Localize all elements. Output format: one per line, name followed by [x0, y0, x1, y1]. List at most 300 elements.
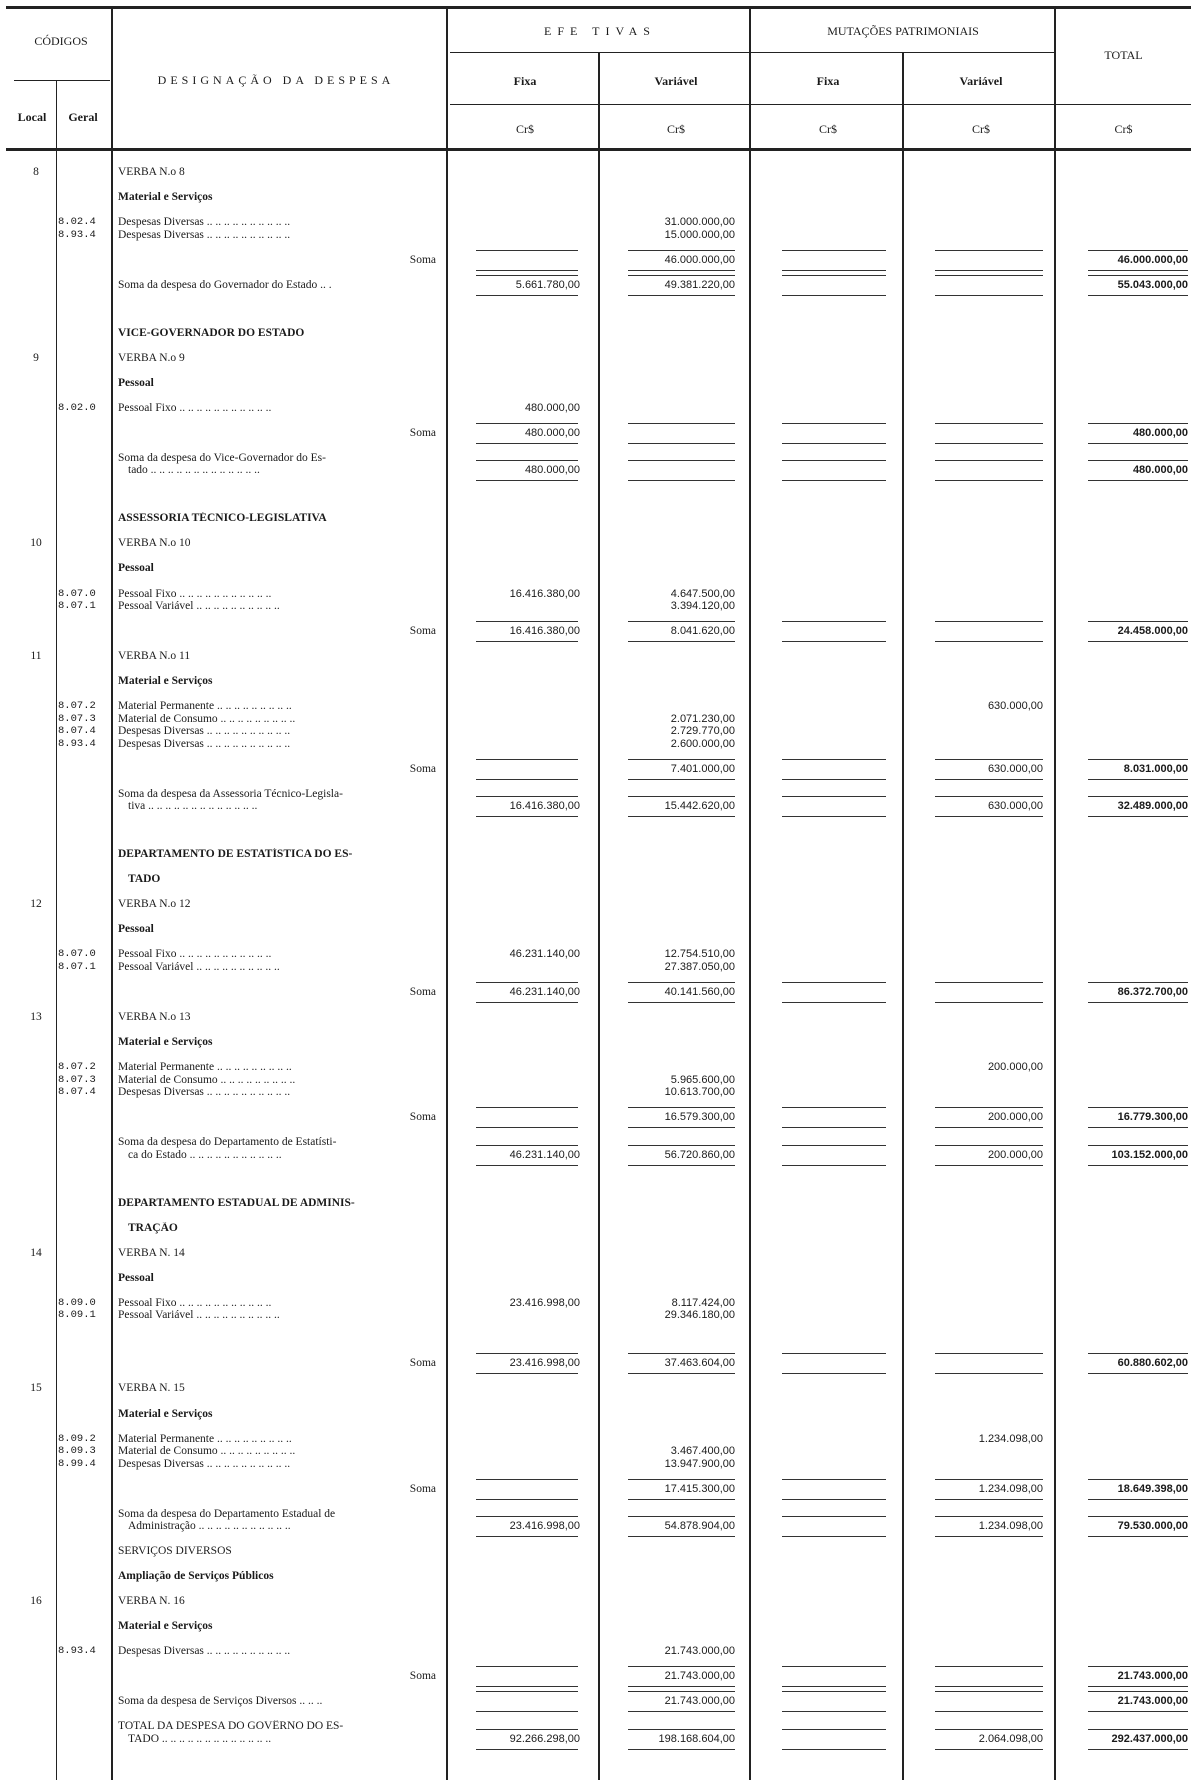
- sum-rule: [1088, 1107, 1188, 1108]
- designation: Material de Consumo .. .. .. .. .. .. .. .. ..: [118, 1073, 296, 1086]
- sum-rule: [628, 295, 735, 296]
- value-tot: 16.779.300,00: [1117, 1111, 1188, 1124]
- sum-rule: [782, 1479, 886, 1480]
- sum-rule: [782, 796, 886, 797]
- table-row: [0, 1458, 1191, 1470]
- sum-rule: [476, 250, 578, 251]
- currency-efetivas-variavel: Cr$: [667, 122, 685, 136]
- sum-rule: [1088, 1536, 1188, 1537]
- sum-rule: [628, 250, 735, 251]
- sum-rule: [628, 1711, 735, 1712]
- value-mv: 2.064.098,00: [978, 1733, 1043, 1745]
- sum-rule: [628, 270, 735, 271]
- value-ev: 40.141.560,00: [664, 986, 735, 998]
- subheader-rule: [450, 52, 1056, 53]
- designation: Material e Serviços: [118, 191, 213, 203]
- sum-rule: [1088, 1002, 1188, 1003]
- sum-rule: [1088, 621, 1188, 622]
- sum-rule: [628, 1516, 735, 1517]
- code-geral: 8.07.0: [58, 948, 96, 961]
- header-codigos: CÓDIGOS: [34, 34, 88, 48]
- sum-rule: [782, 1145, 886, 1146]
- value-ev: 2.071.230,00: [670, 712, 735, 725]
- sum-rule: [628, 759, 735, 760]
- code-local: 10: [30, 537, 42, 550]
- value-tot: 18.649.398,00: [1117, 1482, 1188, 1495]
- sum-rule: [935, 1516, 1043, 1517]
- sum-rule: [1088, 1516, 1188, 1517]
- heading-row: [0, 873, 1191, 885]
- sum-rule: [935, 1353, 1043, 1354]
- sum-rule: [1088, 460, 1188, 461]
- code-local: 14: [30, 1246, 42, 1259]
- code-geral: 8.07.1: [58, 961, 96, 973]
- code-local: 16: [30, 1595, 42, 1608]
- value-ef: 46.231.140,00: [509, 1148, 580, 1161]
- designation: Despesas Diversas .. .. .. .. .. .. .. .. .. ..: [118, 737, 291, 750]
- sum-rule: [1088, 1373, 1188, 1374]
- table-row: [0, 464, 1191, 476]
- designation: Pessoal Fixo .. .. .. .. .. .. .. .. .. .. ..: [118, 948, 272, 961]
- designation: Material e Serviços: [118, 1620, 213, 1633]
- sum-rule: [628, 1107, 735, 1108]
- heading-row: [0, 1382, 1191, 1394]
- value-mv: 200.000,00: [987, 1111, 1043, 1124]
- sum-rule: [935, 480, 1043, 481]
- value-ev: 37.463.604,00: [664, 1357, 735, 1370]
- sum-rule: [782, 1165, 886, 1166]
- soma-row: [0, 427, 1191, 439]
- designation: VERBA N.o 8: [118, 166, 185, 178]
- value-ef: 16.416.380,00: [509, 625, 580, 637]
- value-ev: 2.600.000,00: [670, 737, 735, 750]
- designation: Material Permanente .. .. .. .. .. .. .. .. ..: [118, 700, 292, 713]
- soma-label: Soma: [409, 986, 436, 998]
- heading-row: [0, 1222, 1191, 1234]
- heading-row: [0, 1545, 1191, 1557]
- sum-rule: [476, 1729, 578, 1730]
- designation: VICE-GOVERNADOR DO ESTADO: [118, 326, 305, 339]
- designation: Pessoal Fixo .. .. .. .. .. .. .. .. .. .. ..: [118, 401, 272, 414]
- sum-rule: [935, 1373, 1043, 1374]
- header-mutacoes-variavel: Variável: [959, 74, 1003, 88]
- heading-row: [0, 1570, 1191, 1582]
- sum-rule: [782, 641, 886, 642]
- heading-row: [0, 848, 1191, 860]
- sum-rule: [1088, 1479, 1188, 1480]
- designation: Despesas Diversas .. .. .. .. .. .. .. .. .. ..: [118, 1457, 291, 1470]
- sum-rule: [782, 270, 886, 271]
- sum-rule: [935, 443, 1043, 444]
- sum-rule: [476, 796, 578, 797]
- sum-rule: [476, 270, 578, 271]
- designation: Soma da despesa do Vice-Governador do Es-: [118, 451, 326, 464]
- sum-rule: [628, 796, 735, 797]
- sum-rule: [1088, 275, 1188, 276]
- sum-rule: [1088, 1686, 1188, 1687]
- table-row: [0, 1695, 1191, 1707]
- soma-row: [0, 763, 1191, 775]
- code-geral: 8.07.4: [58, 1086, 96, 1099]
- sum-rule: [1088, 641, 1188, 642]
- sum-rule: [476, 1479, 578, 1480]
- value-ev: 27.387.050,00: [664, 961, 735, 973]
- sum-rule: [1088, 1145, 1188, 1146]
- code-geral: 8.07.4: [58, 725, 96, 738]
- heading-row: [0, 512, 1191, 524]
- heading-row: [0, 327, 1191, 339]
- table-row: [0, 588, 1191, 600]
- designation: VERBA N. 14: [118, 1246, 185, 1259]
- sum-rule: [935, 621, 1043, 622]
- table-row: [0, 700, 1191, 712]
- designation: Material Permanente .. .. .. .. .. .. .. .. ..: [118, 1432, 292, 1445]
- designation: Despesas Diversas .. .. .. .. .. .. .. .. .. ..: [118, 1645, 291, 1658]
- sum-rule: [935, 779, 1043, 780]
- value-mv: 1.234.098,00: [978, 1482, 1043, 1495]
- sum-rule: [476, 1165, 578, 1166]
- code-geral: 8.07.2: [58, 1061, 96, 1074]
- value-ev: 21.743.000,00: [664, 1670, 735, 1683]
- sum-rule: [935, 982, 1043, 983]
- sum-rule: [782, 1499, 886, 1500]
- value-tot: 24.458.000,00: [1117, 625, 1188, 637]
- heading-row: [0, 1197, 1191, 1209]
- sum-rule: [782, 1666, 886, 1667]
- sum-rule: [1088, 816, 1188, 817]
- value-mv: 200.000,00: [987, 1148, 1043, 1161]
- header-efetivas: EFE TIVAS: [544, 24, 656, 38]
- sum-rule: [476, 1353, 578, 1354]
- soma-label: Soma: [409, 1111, 436, 1124]
- designation: tado .. .. .. .. .. .. .. .. .. .. .. .. ..: [128, 464, 260, 477]
- value-ev: 3.467.400,00: [670, 1445, 735, 1457]
- table-row: [0, 1149, 1191, 1161]
- sum-rule: [935, 759, 1043, 760]
- code-geral: 8.09.3: [58, 1445, 96, 1457]
- sum-rule: [935, 1686, 1043, 1687]
- table-row: [0, 800, 1191, 812]
- value-ev: 21.743.000,00: [664, 1695, 735, 1708]
- designation: VERBA N.o 12: [118, 898, 191, 911]
- sum-rule: [476, 1711, 578, 1712]
- sum-rule: [628, 443, 735, 444]
- sum-rule: [476, 1691, 578, 1692]
- value-ev: 3.394.120,00: [670, 600, 735, 612]
- sum-rule: [476, 1002, 578, 1003]
- value-mv: 630.000,00: [987, 700, 1043, 713]
- sum-rule: [782, 1516, 886, 1517]
- sum-rule: [628, 982, 735, 983]
- code-geral: 8.07.3: [58, 712, 96, 725]
- designation: VERBA N.o 10: [118, 537, 191, 550]
- soma-label: Soma: [409, 1357, 436, 1370]
- sum-rule: [782, 1127, 886, 1128]
- sum-rule: [935, 1127, 1043, 1128]
- table-row: [0, 1309, 1191, 1321]
- designation: Pessoal: [118, 562, 154, 575]
- sum-rule: [476, 1107, 578, 1108]
- table-row: [0, 1074, 1191, 1086]
- designation: Material de Consumo .. .. .. .. .. .. .. .. ..: [118, 712, 296, 725]
- soma-label: Soma: [409, 253, 436, 266]
- value-ef: 46.231.140,00: [509, 986, 580, 998]
- value-mv: 1.234.098,00: [978, 1520, 1043, 1533]
- value-ef: 16.416.380,00: [509, 800, 580, 813]
- sum-rule: [782, 1107, 886, 1108]
- sum-rule: [935, 1499, 1043, 1500]
- sum-rule: [476, 275, 578, 276]
- value-tot: 480.000,00: [1132, 464, 1188, 477]
- sum-rule: [476, 621, 578, 622]
- table-row: [0, 279, 1191, 291]
- sum-rule: [782, 1711, 886, 1712]
- sum-rule: [1088, 759, 1188, 760]
- sum-rule: [476, 443, 578, 444]
- value-ev: 8.117.424,00: [671, 1296, 735, 1309]
- soma-row: [0, 986, 1191, 998]
- designation: VERBA N.o 11: [118, 650, 191, 663]
- value-tot: 21.743.000,00: [1117, 1670, 1188, 1683]
- value-ef: 92.266.298,00: [509, 1733, 580, 1745]
- sum-rule: [782, 1729, 886, 1730]
- currency-mutacoes-variavel: Cr$: [972, 122, 990, 136]
- designation: Despesas Diversas .. .. .. .. .. .. .. .. .. ..: [118, 216, 291, 229]
- value-ev: 12.754.510,00: [664, 948, 735, 961]
- value-ev: 49.381.220,00: [664, 278, 735, 291]
- code-geral: 8.93.4: [58, 228, 96, 241]
- value-mv: 200.000,00: [987, 1061, 1043, 1074]
- soma-label: Soma: [409, 426, 436, 439]
- value-ev: 16.579.300,00: [664, 1111, 735, 1124]
- sum-rule: [628, 1353, 735, 1354]
- soma-row: [0, 1111, 1191, 1123]
- sum-rule: [1088, 779, 1188, 780]
- value-ev: 2.729.770,00: [670, 725, 735, 738]
- designation: TOTAL DA DESPESA DO GOVÊRNO DO ES-: [118, 1720, 344, 1733]
- sum-rule: [935, 270, 1043, 271]
- designation: VERBA N.o 13: [118, 1011, 191, 1023]
- sum-rule: [628, 275, 735, 276]
- designation: Ampliação de Serviços Públicos: [118, 1570, 274, 1583]
- sum-rule: [782, 423, 886, 424]
- designation: Despesas Diversas .. .. .. .. .. .. .. .. .. ..: [118, 1086, 291, 1099]
- sum-rule: [935, 641, 1043, 642]
- designation: Pessoal Variável .. .. .. .. .. .. .. .. .. ..: [118, 1309, 280, 1322]
- designation: DEPARTAMENTO ESTADUAL DE ADMINIS-: [118, 1196, 355, 1209]
- value-tot: 32.489.000,00: [1117, 800, 1188, 813]
- value-ev: 7.401.000,00: [670, 762, 735, 775]
- table-row: [0, 738, 1191, 750]
- table-row: [0, 1520, 1191, 1532]
- value-ef: 23.416.998,00: [509, 1357, 580, 1370]
- sum-rule: [1088, 443, 1188, 444]
- sum-rule: [476, 1686, 578, 1687]
- sum-rule: [782, 1002, 886, 1003]
- designation: Pessoal Fixo .. .. .. .. .. .. .. .. .. .. ..: [118, 587, 272, 600]
- value-mv: 630.000,00: [987, 762, 1043, 775]
- designation: ca do Estado .. .. .. .. .. .. .. .. .. .. ..: [128, 1148, 282, 1161]
- sum-rule: [935, 1749, 1043, 1750]
- heading-row: [0, 1036, 1191, 1048]
- heading-row: [0, 1408, 1191, 1420]
- sum-rule: [935, 1145, 1043, 1146]
- heading-row: [0, 562, 1191, 574]
- heading-row: [0, 166, 1191, 178]
- table-row: [0, 402, 1191, 414]
- sum-rule: [628, 1749, 735, 1750]
- currency-rule: [450, 104, 1191, 105]
- sum-rule: [1088, 1749, 1188, 1750]
- sum-rule: [782, 443, 886, 444]
- sum-rule: [476, 480, 578, 481]
- designation: Soma da despesa do Departamento Estadual de: [118, 1507, 336, 1520]
- sum-rule: [628, 816, 735, 817]
- currency-total: Cr$: [1114, 122, 1133, 136]
- table-row: [0, 961, 1191, 973]
- soma-label: Soma: [409, 1670, 436, 1683]
- soma-row: [0, 1670, 1191, 1682]
- code-geral: 8.07.3: [58, 1073, 96, 1086]
- code-geral: 8.07.0: [58, 587, 96, 600]
- code-local: 9: [33, 351, 39, 364]
- sum-rule: [628, 1002, 735, 1003]
- header-geral: Geral: [68, 110, 98, 124]
- sum-rule: [935, 275, 1043, 276]
- table-row: [0, 713, 1191, 725]
- designation: Administração .. .. .. .. .. .. .. .. .. .. ..: [128, 1520, 291, 1533]
- table-row: [0, 1297, 1191, 1309]
- code-local: 12: [30, 898, 42, 911]
- designation: Material de Consumo .. .. .. .. .. .. .. .. ..: [118, 1445, 296, 1457]
- sum-rule: [1088, 1666, 1188, 1667]
- soma-row: [0, 1483, 1191, 1495]
- designation: Soma da despesa da Assessoria Técnico-Legisla-: [118, 787, 343, 800]
- table-row: [0, 948, 1191, 960]
- value-ev: 29.346.180,00: [664, 1309, 735, 1322]
- sum-rule: [935, 460, 1043, 461]
- sum-rule: [782, 1749, 886, 1750]
- sum-rule: [782, 1373, 886, 1374]
- value-ev: 54.878.904,00: [664, 1520, 735, 1533]
- designation: Material e Serviços: [118, 1407, 213, 1420]
- header-efetivas-variavel: Variável: [654, 74, 698, 88]
- designation: TRAÇÃO: [128, 1221, 178, 1234]
- sum-rule: [628, 1499, 735, 1500]
- designation: TADO .. .. .. .. .. .. .. .. .. .. .. .. ..: [128, 1733, 272, 1745]
- designation: Pessoal Variável .. .. .. .. .. .. .. .. .. ..: [118, 961, 280, 973]
- sum-rule: [782, 779, 886, 780]
- sum-rule: [628, 1729, 735, 1730]
- value-ef: 480.000,00: [524, 401, 580, 414]
- designation: SERVIÇOS DIVERSOS: [118, 1545, 232, 1558]
- sum-rule: [628, 621, 735, 622]
- sum-rule: [935, 295, 1043, 296]
- codigos-rule: [14, 80, 110, 81]
- heading-row: [0, 675, 1191, 687]
- sum-rule: [1088, 1691, 1188, 1692]
- value-ef: 46.231.140,00: [509, 948, 580, 961]
- sum-rule: [782, 1536, 886, 1537]
- value-ev: 56.720.860,00: [664, 1148, 735, 1161]
- sum-rule: [1088, 1711, 1188, 1712]
- table-row: [0, 1061, 1191, 1073]
- sum-rule: [1088, 480, 1188, 481]
- heading-row: [0, 898, 1191, 910]
- sum-rule: [1088, 1127, 1188, 1128]
- value-ev: 10.613.700,00: [664, 1086, 735, 1099]
- value-tot: 480.000,00: [1132, 426, 1188, 439]
- sum-rule: [782, 480, 886, 481]
- sum-rule: [628, 779, 735, 780]
- sum-rule: [1088, 1499, 1188, 1500]
- table-row: [0, 229, 1191, 241]
- code-geral: 8.09.2: [58, 1432, 96, 1445]
- designation: Material e Serviços: [118, 1036, 213, 1049]
- soma-row: [0, 625, 1191, 637]
- sum-rule: [476, 1499, 578, 1500]
- sum-rule: [1088, 270, 1188, 271]
- designation: Material Permanente .. .. .. .. .. .. .. .. ..: [118, 1061, 292, 1074]
- header-mutacoes-fixa: Fixa: [816, 74, 840, 88]
- heading-row: [0, 923, 1191, 935]
- sum-rule: [476, 1127, 578, 1128]
- sum-rule: [476, 641, 578, 642]
- heading-row: [0, 650, 1191, 662]
- table-row: [0, 600, 1191, 612]
- table-row: [0, 1508, 1191, 1520]
- value-ef: 16.416.380,00: [509, 587, 580, 600]
- table-row: [0, 1645, 1191, 1657]
- value-tot: 8.031.000,00: [1123, 762, 1188, 775]
- currency-efetivas-fixa: Cr$: [516, 122, 534, 136]
- heading-row: [0, 1620, 1191, 1632]
- value-ev: 31.000.000,00: [664, 216, 735, 229]
- sum-rule: [628, 1691, 735, 1692]
- code-geral: 8.09.0: [58, 1296, 96, 1309]
- designation: Soma da despesa do Departamento de Estatísti-: [118, 1136, 337, 1149]
- heading-row: [0, 1595, 1191, 1607]
- sum-rule: [1088, 1729, 1188, 1730]
- value-tot: 21.743.000,00: [1117, 1695, 1188, 1708]
- sum-rule: [628, 423, 735, 424]
- value-tot: 55.043.000,00: [1117, 278, 1188, 291]
- designation: DEPARTAMENTO DE ESTATÍSTICA DO ES-: [118, 848, 353, 861]
- value-ev: 21.743.000,00: [664, 1645, 735, 1658]
- value-tot: 86.372.700,00: [1117, 986, 1188, 998]
- header-designacao: DESIGNAÇÃO DA DESPESA: [157, 73, 395, 87]
- sum-rule: [476, 816, 578, 817]
- sum-rule: [476, 1145, 578, 1146]
- sum-rule: [782, 982, 886, 983]
- designation: ASSESSORIA TÉCNICO-LEGISLATIVA: [118, 512, 327, 525]
- value-ev: 198.168.604,00: [658, 1733, 735, 1745]
- designation: Pessoal: [118, 376, 154, 389]
- sum-rule: [935, 1002, 1043, 1003]
- sum-rule: [782, 1686, 886, 1687]
- table-row: [0, 1136, 1191, 1148]
- sum-rule: [782, 1691, 886, 1692]
- top-rule: [6, 6, 1191, 9]
- designation: Pessoal: [118, 923, 154, 936]
- designation: VERBA N.o 9: [118, 351, 185, 364]
- sum-rule: [476, 779, 578, 780]
- heading-row: [0, 1011, 1191, 1023]
- value-ev: 13.947.900,00: [664, 1457, 735, 1470]
- sum-rule: [935, 1666, 1043, 1667]
- designation: TADO: [128, 873, 161, 886]
- soma-row: [0, 1357, 1191, 1369]
